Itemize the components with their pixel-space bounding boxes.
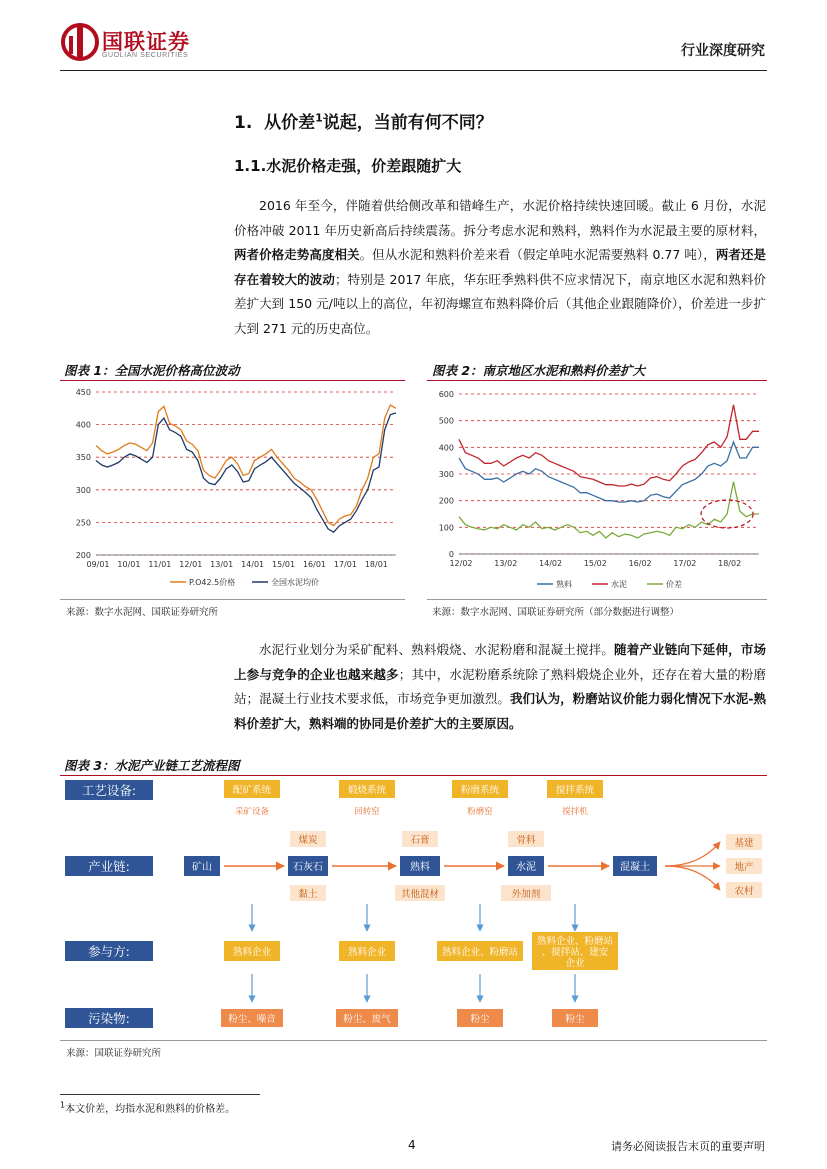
input-label: 石膏: [410, 835, 430, 846]
system-label: 配矿系统: [232, 785, 272, 796]
y-tick-label: 200: [75, 551, 91, 560]
x-tick-label: 13/01: [210, 560, 234, 569]
paragraph-1: 2016 年至今，伴随着供给侧改革和错峰生产，水泥价格持续快速回暖。截止 6 月份，水泥价格冲破 2011 年历史新高后持续震荡。拆分考虑水泥和熟料，熟料作为水泥最主要的原材料，两者价格走势高度相关。但从水泥和熟料价差来看（假定单吨水泥需要熟料 0.77 吨），两者还是存在着较大的波动；特别是 2017 年底，华东旺季熟料供不应求情况下，南京地区水泥和熟料价差扩大到 150 元/吨以上的高位，年初海螺宣布熟料降价后（其他企业跟随降价），价差进一步扩大到 271 元的历史高位。: [234, 198, 766, 336]
figure-1-bottomrule: [60, 599, 405, 600]
header-rule: [60, 70, 767, 71]
y-tick-label: 300: [75, 485, 91, 495]
row-label: 工艺设备:: [81, 783, 137, 798]
y-tick-label: 300: [438, 470, 454, 479]
y-tick-label: 250: [75, 518, 91, 528]
use-label: 基建: [734, 838, 754, 849]
legend-label: P.O42.5价格: [189, 578, 236, 587]
figure-2-bottomrule: [427, 599, 767, 600]
participant-label: 熟料企业: [347, 947, 387, 958]
y-tick-label: 400: [438, 443, 454, 453]
logo-subtext: GUOLIAN SECURITIES: [102, 52, 189, 59]
figure-1-source: 来源：数字水泥网、国联证券研究所: [66, 607, 219, 618]
participant-label: 、搅拌站、建安: [541, 947, 609, 958]
x-tick-label: 17/02: [673, 559, 697, 568]
participant-label: 熟料企业: [232, 947, 272, 958]
pollutant-label: 粉尘: [565, 1014, 585, 1025]
footnote-rule: [60, 1094, 260, 1095]
x-tick-label: 18/01: [364, 560, 388, 569]
x-tick-label: 17/01: [333, 560, 357, 569]
equipment-label: 粉磨窑: [467, 807, 493, 817]
x-tick-label: 16/01: [302, 560, 327, 569]
figure-3-source: 来源：国联证券研究所: [66, 1048, 162, 1059]
figure-3-title: 图表 3：水泥产业链工艺流程图: [64, 758, 240, 773]
figure-2-chart: [427, 382, 767, 597]
figure-2-source: 来源：数字水泥网、国联证券研究所（部分数据进行调整）: [432, 607, 680, 618]
y-tick-label: 100: [438, 523, 454, 533]
legend-label: 全国水泥均价: [271, 578, 319, 587]
use-label: 农村: [734, 886, 754, 897]
participant-label: 企业: [565, 958, 585, 969]
input-label: 骨料: [516, 835, 536, 846]
use-arrow: [665, 842, 720, 866]
participant-label: 熟料企业、粉磨站: [441, 947, 519, 958]
series-line-P.O42.5价格: [96, 405, 396, 526]
pollutant-label: 粉尘、噪音: [228, 1014, 276, 1025]
series-line-价差: [459, 482, 759, 538]
equipment-label: 搅拌机: [562, 807, 588, 817]
use-arrow: [665, 866, 720, 890]
subsection-heading: 1.1.水泥价格走强，价差跟随扩大: [234, 157, 462, 175]
footnote: $^1$本文价差，均指水泥和熟料的价格差。: [60, 1100, 236, 1115]
x-tick-label: 18/02: [718, 559, 742, 568]
x-tick-label: 13/02: [494, 559, 518, 568]
y-tick-label: 500: [438, 416, 454, 426]
row-label: 参与方:: [88, 944, 130, 959]
system-label: 煅烧系统: [347, 785, 387, 796]
x-tick-label: 09/01: [86, 560, 110, 569]
footer-disclaimer: 请务必阅读报告末页的重要声明: [611, 1140, 765, 1153]
pollutant-label: 粉尘: [470, 1014, 490, 1025]
y-tick-label: 400: [75, 420, 91, 430]
section-heading: 1. 从价差$^1$说起，当前有何不同？: [234, 111, 493, 133]
equipment-label: 采矿设备: [234, 807, 270, 817]
logo-text: 国联证券: [102, 30, 190, 54]
y-tick-label: 0: [448, 550, 454, 559]
x-tick-label: 12/01: [179, 560, 203, 569]
use-label: 地产: [734, 862, 754, 873]
report-type: 行业深度研究: [681, 43, 765, 59]
input-label: 煤炭: [298, 835, 318, 846]
x-tick-label: 10/01: [117, 560, 141, 569]
y-tick-label: 450: [75, 388, 91, 397]
equipment-label: 回转窑: [354, 807, 380, 817]
x-tick-label: 15/01: [272, 560, 296, 569]
logo-mark: [60, 22, 100, 62]
figure-1-title: 图表 1：全国水泥价格高位波动: [64, 363, 240, 378]
figure-1-chart: [60, 382, 405, 597]
system-label: 粉磨系统: [460, 785, 500, 796]
row-label: 产业链:: [88, 859, 130, 874]
chain-label: 水泥: [516, 862, 536, 873]
page-number: 4: [408, 1138, 416, 1152]
input-label: 其他混材: [400, 889, 440, 900]
figure-2-title: 图表 2：南京地区水泥和熟料价差扩大: [432, 363, 646, 378]
y-tick-label: 600: [438, 390, 454, 399]
y-tick-label: 200: [438, 496, 454, 506]
x-tick-label: 14/02: [539, 559, 563, 568]
pollutant-label: 粉尘、废气: [343, 1014, 391, 1025]
series-line-熟料: [459, 442, 759, 502]
system-label: 搅拌系统: [555, 785, 595, 796]
x-tick-label: 11/01: [148, 560, 172, 569]
x-tick-label: 14/01: [241, 560, 265, 569]
chain-label: 矿山: [192, 862, 212, 873]
chain-label: 混凝土: [620, 862, 650, 873]
paragraph-2: 水泥行业划分为采矿配料、熟料煅烧、水泥粉磨和混凝土搅拌。随着产业链向下延伸，市场上参与竞争的企业也越来越多；其中，水泥粉磨系统除了熟料煅烧企业外，还存在着大量的粉磨站；混凝土行业技术要求低，市场竞争更加激烈。我们认为，粉磨站议价能力弱化情况下水泥-熟料价差扩大，熟料端的协同是价差扩大的主要原因。: [234, 642, 766, 731]
participant-label: 熟料企业、粉磨站: [536, 936, 614, 947]
legend-label: 价差: [666, 580, 682, 589]
x-tick-label: 16/02: [628, 559, 652, 568]
figure-3-bottomrule: [60, 1040, 767, 1041]
row-label: 污染物:: [88, 1011, 130, 1026]
input-label: 黏土: [298, 889, 318, 900]
figure-1-topbar: [60, 380, 405, 381]
legend-label: 熟料: [556, 580, 572, 589]
input-label: 外加剂: [511, 889, 541, 900]
chain-label: 熟料: [410, 862, 430, 873]
figure-3-flowchart: [60, 776, 767, 1038]
legend-label: 水泥: [611, 580, 627, 589]
chain-label: 石灰石: [293, 862, 323, 873]
y-tick-label: 350: [75, 453, 91, 463]
x-tick-label: 15/02: [583, 559, 607, 568]
x-tick-label: 12/02: [449, 559, 473, 568]
figure-2-topbar: [427, 380, 767, 381]
